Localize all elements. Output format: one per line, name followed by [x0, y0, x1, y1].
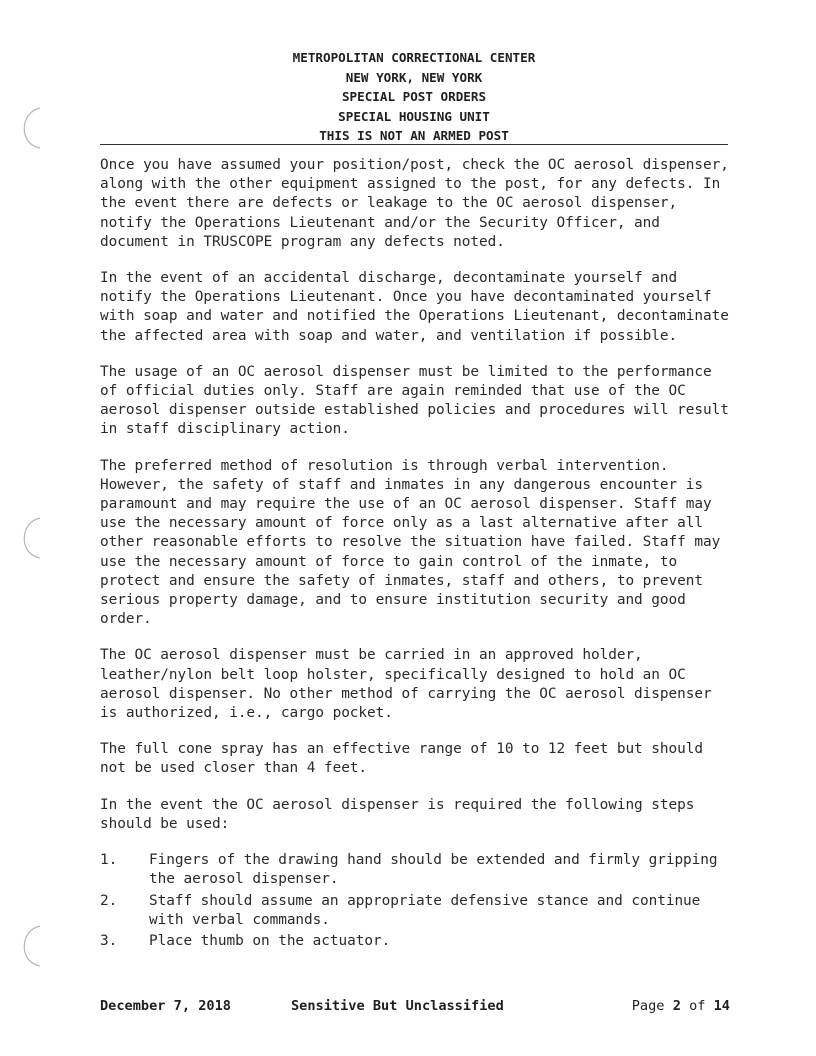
list-item [100, 892, 730, 930]
header-divider [100, 144, 728, 145]
document-body [100, 156, 730, 953]
step-text: Staff should assume an appropriate defensive stance and continue with verbal commands. [149, 892, 701, 928]
page-label: Page [631, 998, 665, 1014]
document-header [100, 48, 728, 146]
list-item [100, 851, 730, 889]
paragraph-accidental-discharge: In the event of an accidental discharge, decontaminate yourself and notify the Operations Lieutenant. Once you have decontaminated yourself with soap and water and notified the Operations Lieutenant, decontaminate the affected area with soap and water, and ventilation if possible. [100, 270, 729, 344]
header-unit: SPECIAL HOUSING UNIT [338, 108, 490, 124]
footer-date: December 7, 2018 [100, 998, 231, 1014]
steps-list [100, 851, 730, 951]
page-of: of [689, 998, 706, 1014]
paragraph-carrying: The OC aerosol dispenser must be carried in an approved holder, leather/nylon belt loop holster, specifically designed to hold an OC aerosol dispenser. No other method of carrying the OC aerosol dispenser is authorized, i.e., cargo pocket. [100, 647, 712, 722]
step-text: Fingers of the drawing hand should be extended and firmly gripping the aerosol dispenser. [149, 852, 718, 888]
page-number [632, 998, 730, 1014]
list-item [100, 932, 730, 951]
step-number: 2. [100, 892, 118, 909]
paragraph-equipment-check: Once you have assumed your position/post, check the OC aerosol dispenser, along with the other equipment assigned to the post, for any defects. In the event there are defects or leakage to the OC aerosol dispenser, notify the Operations Lieutenant and/or the Security Officer, and document in TRUSCOPE program any defects noted. [100, 157, 729, 250]
footer-classification: Sensitive But Unclassified [291, 998, 504, 1014]
paragraph-spray-range: The full cone spray has an effective range of 10 to 12 feet but should not be used closer than 4 feet. [100, 741, 703, 777]
page-current: 2 [672, 998, 681, 1014]
punch-hole-mark-middle [14, 516, 44, 560]
header-document-type: SPECIAL POST ORDERS [341, 89, 487, 105]
punch-hole-mark-bottom [14, 924, 44, 968]
step-number: 3. [100, 932, 118, 949]
paragraph-steps-intro: In the event the OC aerosol dispenser is required the following steps should be used: [100, 796, 695, 832]
paragraph-usage-limits: The usage of an OC aerosol dispenser must be limited to the performance of official duties only. Staff are again reminded that use of the OC aerosol dispenser outside established policies and procedures will result in staff disciplinary action. [100, 363, 729, 438]
punch-hole-mark-top [14, 106, 44, 150]
header-location: NEW YORK, NEW YORK [345, 69, 483, 85]
header-institution: METROPOLITAN CORRECTIONAL CENTER [292, 50, 536, 65]
step-number: 1. [100, 852, 118, 869]
step-text: Place thumb on the actuator. [149, 932, 391, 949]
paragraph-resolution-method: The preferred method of resolution is through verbal intervention. However, the safety of staff and inmates in any dangerous encounter is paramount and may require the use of an OC aerosol dispenser. Staff may use the necessary amount of force only as a last alternative after all other reasonable efforts to resolve the situation have failed. Staff may use the necessary amount of force to gain control of the inmate, to protect and ensure the safety of inmates, staff and others, to prevent serious property damage, and to ensure institution security and good order. [100, 457, 721, 628]
page-total: 14 [713, 998, 730, 1014]
header-post-status: THIS IS NOT AN ARMED POST [319, 128, 509, 144]
